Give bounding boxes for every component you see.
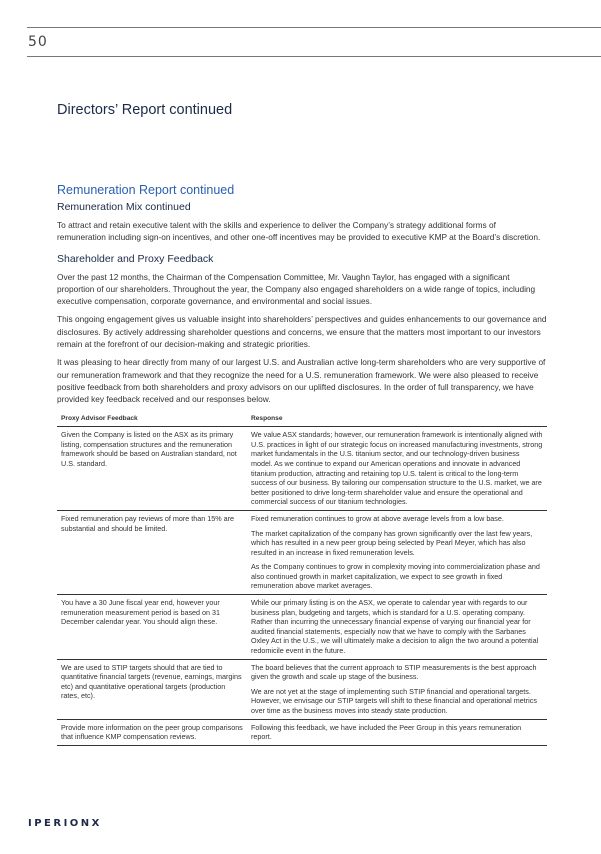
feedback-cell: You have a 30 June fiscal year end, however your remuneration measurement period is based on 31 December calendar year. You should align these. bbox=[61, 598, 221, 627]
paragraph: This ongoing engagement gives us valuable insight into shareholders’ perspectives and guides enhancements to our governance and disclosures. By actively addressing shareholder questions and concerns, we ensure that the matters most important to our investors remain at the forefront of our decision-making and strategic priorities. bbox=[57, 314, 547, 350]
remuneration-report bbox=[57, 183, 547, 746]
response-cell bbox=[247, 659, 547, 719]
response-cell bbox=[247, 427, 547, 511]
response-text: As the Company continues to grow in complexity moving into commercialization phase and also continued growth in market capitalization, we expect to see growth in fixed remuneration above market averages. bbox=[251, 562, 540, 591]
response-text: Fixed remuneration continues to grow at above average levels from a low base. bbox=[251, 513, 504, 523]
response-text: While our primary listing is on the ASX, we operate to calendar year with regards to our business plan, budgeting and targets, which is standard for a U.S. operating company. Rather than incurring the unnecessary financial expense of varying our financial year for audited financial statements, especially now that we have to comply with the Sarbanes Oxley Act in the U.S., we will ultimately make a decision to align the two around a potential redomicile event in the future. bbox=[251, 598, 539, 656]
feedback-heading: Shareholder and Proxy Feedback bbox=[57, 252, 214, 265]
table-row bbox=[57, 719, 547, 745]
response-text: The market capitalization of the company has grown significantly over the last few years, which has resulted in a new peer group being selected by Pearl Meyer, which has also resulted in an increase in fixed remuneration levels. bbox=[251, 528, 533, 557]
feedback-cell: Fixed remuneration pay reviews of more than 15% are substantial and should be limited. bbox=[61, 513, 234, 533]
response-cell bbox=[247, 510, 547, 594]
header-bottom-rule bbox=[27, 56, 601, 57]
table-row bbox=[57, 510, 547, 594]
feedback-cell: Given the Company is listed on the ASX as its primary listing, compensation structures and the remuneration framework should be based on Australian standard, not U.S. standard. bbox=[61, 430, 237, 468]
company-logo: IPERIONX bbox=[28, 818, 102, 829]
header-top-rule bbox=[27, 27, 601, 28]
section-title: Directors’ Report continued bbox=[57, 102, 233, 118]
response-text: We are not yet at the stage of implementing such STIP financial and operational targets. However, we envisage our STIP targets will shift to these financial and operational metrics over time as the business moves into steady state production. bbox=[251, 686, 537, 715]
feedback-cell: Provide more information on the peer group comparisons that influence KMP compensation reviews. bbox=[61, 722, 243, 742]
response-cell bbox=[247, 595, 547, 660]
paragraph: It was pleasing to hear directly from many of our largest U.S. and Australian active long-term shareholders who are very supportive of our remuneration framework and that they recognize the need for a U.S. remuneration framework. We were also pleased to receive positive feedback from both shareholders and proxy advisors on our uplifted disclosures. In the order of full transparency, we have provided key feedback received and our responses below. bbox=[57, 357, 546, 405]
table-row bbox=[57, 595, 547, 660]
column-header-feedback: Proxy Advisor Feedback bbox=[61, 414, 138, 422]
feedback-table bbox=[57, 412, 547, 746]
table-row bbox=[57, 659, 547, 719]
response-text: We value ASX standards; however, our remuneration framework is intentionally aligned with U.S. practices in light of our strategic focus on increased manufacturing investments, strong market fundamentals in the U.S. titanium sector, and our technology-driven business model. As we continue to expand our American operations and innovate in advanced titanium production, attracting and retaining top U.S. talent is critical to the long-term success of our business. By tailoring our compensation structure to the U.S. market, we are better positioned to drive long-term shareholder value and ensure the operational and commercial success of our titanium technologies. bbox=[251, 430, 543, 507]
response-text: Following this feedback, we have included the Peer Group in this years remuneration report. bbox=[251, 722, 522, 742]
table-header-row bbox=[57, 412, 547, 427]
response-cell bbox=[247, 719, 547, 745]
report-heading: Remuneration Report continued bbox=[57, 183, 235, 197]
column-header-response: Response bbox=[251, 414, 283, 422]
page-number: 50 bbox=[28, 34, 48, 50]
report-subheading: Remuneration Mix continued bbox=[57, 201, 191, 213]
paragraph: Over the past 12 months, the Chairman of the Compensation Committee, Mr. Vaughn Taylor, has engaged with a significant proportion of our shareholders. Throughout the year, the Company also engaged shareholders on a wide range of topics, including executive compensation, corporate governance, and environmental and social issues. bbox=[57, 271, 536, 307]
feedback-cell: We are used to STIP targets should that are tied to quantitative financial targets (revenue, earnings, margins etc) and quantitative operational targets (production rates, etc). bbox=[61, 662, 242, 701]
intro-paragraph: To attract and retain executive talent with the skills and experience to deliver the Company’s strategy additional forms of remuneration including sign-on incentives, and other one-off incentives may be provided to executive KMP at the Board’s discretion. bbox=[57, 220, 541, 243]
response-text: The board believes that the current approach to STIP measurements is the best approach given the growth and scale up stage of the business. bbox=[251, 662, 537, 682]
table-row bbox=[57, 427, 547, 511]
